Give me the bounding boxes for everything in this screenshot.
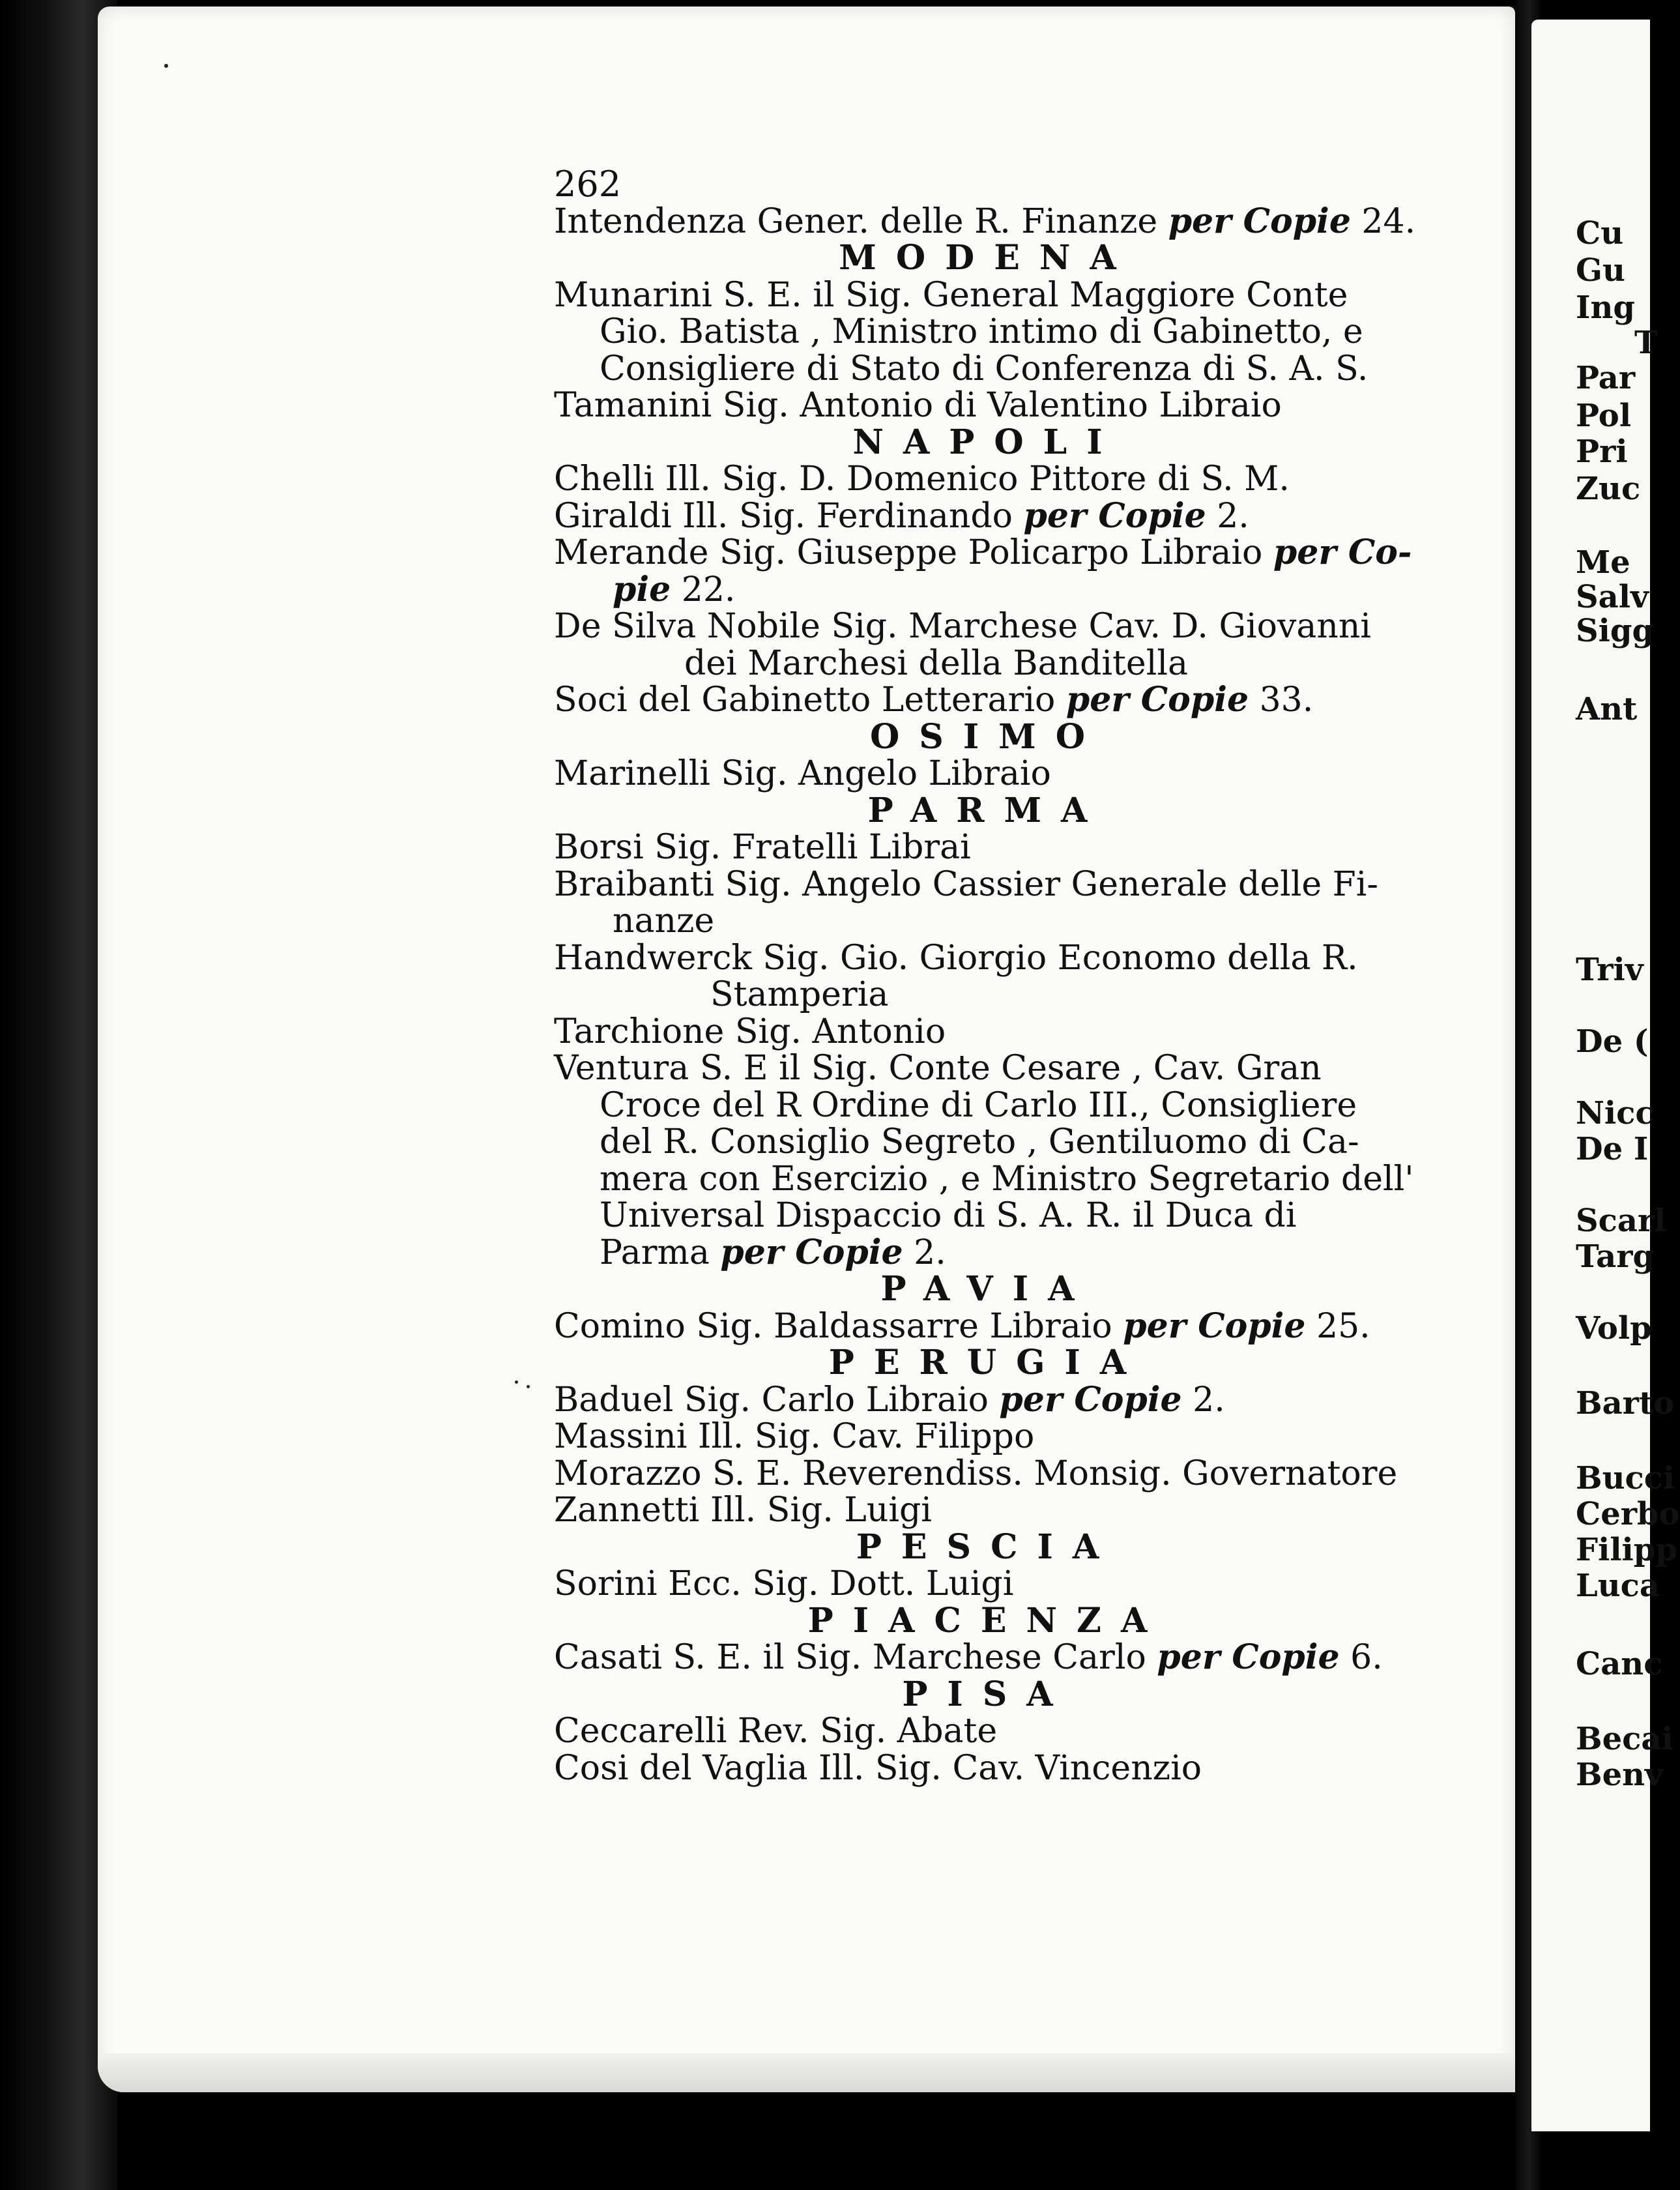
entry-text: Consigliere di Stato di Conferenza di S. A. S. [600,349,1369,388]
copies-count: 2. [1206,496,1249,536]
right-page-fragment: Me [1576,544,1630,581]
entry-continuation [554,903,1421,940]
subscriber-entry [554,495,1421,536]
entry-text: Cosi del Vaglia Ill. Sig. Cav. Vincenzio [554,1748,1202,1788]
ink-speck [164,64,168,68]
city-heading [554,1271,1421,1308]
right-page-fragment: Ing [1576,289,1635,326]
entry-text: Tarchione Sig. Antonio [554,1012,946,1051]
entry-text: Gio. Batista , Ministro intimo di Gabinetto, e [600,312,1363,351]
entry-continuation [554,351,1421,388]
city-heading [554,790,1421,830]
right-page-fragment: Becai [1576,1721,1673,1757]
right-page-fragment: T [1634,325,1658,361]
entry-continuation [554,1234,1421,1272]
right-page-fragment: Pol [1576,398,1632,434]
entry-text: Merande Sig. Giuseppe Policarpo Libraio [554,533,1273,572]
entry-text: mera con Esercizio , e Ministro Segretario dell' [600,1159,1414,1199]
right-page-fragment: Bucci [1576,1460,1675,1496]
entry-text: Massini Ill. Sig. Cav. Filippo [554,1417,1035,1456]
entry-text: Tamanini Sig. Antonio di Valentino Libraio [554,386,1282,425]
copies-label: per Copie [720,1232,903,1272]
subscriber-entry [554,1566,1421,1603]
copies-count: 24. [1350,201,1416,241]
subscriber-entry [554,755,1421,793]
entry-text: MODENA [839,238,1136,278]
right-page-fragment: Sigg [1576,613,1655,649]
subscriber-entry [554,1750,1421,1787]
entry-text: Universal Dispaccio di S. A. R. il Duca di [600,1196,1297,1235]
page-edge [98,2053,1515,2092]
entry-continuation [554,1161,1421,1198]
entry-text: Ceccarelli Rev. Sig. Abate [554,1712,998,1751]
subscriber-entry [554,829,1421,866]
right-page-fragment: Canc [1576,1646,1663,1682]
entry-text: Borsi Sig. Fratelli Librai [554,828,971,867]
copies-count: 2. [1181,1380,1225,1420]
right-page-fragment: Triv [1576,952,1644,988]
entry-text: Munarini S. E. il Sig. General Maggiore Conte [554,275,1348,315]
subscriber-entry [554,1308,1421,1345]
right-page-fragment: Targ [1576,1238,1655,1275]
copies-label: per Copie [1123,1306,1306,1346]
entry-continuation [554,569,1421,609]
subscriber-entry [554,534,1421,572]
city-heading [554,1526,1421,1567]
subscriber-entry [554,1050,1421,1087]
subscriber-entry [554,203,1421,241]
right-page-fragment: Cerbo [1576,1496,1680,1532]
copies-label: per Copie [1157,1637,1340,1677]
copies-count: 33. [1249,680,1314,720]
city-heading [554,716,1421,757]
right-page-fragment: Benv [1576,1757,1663,1793]
entry-text: Comino Sig. Baldassarre Libraio [554,1306,1123,1346]
entry-text: PERUGIA [828,1343,1146,1382]
copies-label: pie [613,569,671,609]
list-lines [554,203,1421,1787]
subscriber-entry [554,1418,1421,1455]
entry-text: PAVIA [880,1269,1094,1309]
entry-continuation [554,1197,1421,1234]
right-page-fragment: Filipp [1576,1532,1677,1568]
subscriber-entry [554,1379,1421,1420]
entry-text: Croce del R Ordine di Carlo III., Consigliere [600,1085,1357,1125]
subscriber-entry [554,1492,1421,1529]
entry-text: Giraldi Ill. Sig. Ferdinando [554,496,1024,536]
copies-label: per Copie [1065,680,1249,720]
entry-text: Handwerck Sig. Gio. Giorgio Economo della R. [554,938,1358,978]
right-page-fragment: Ant [1576,691,1638,727]
entry-text: Intendenza Gener. delle R. Finanze [554,201,1168,241]
entry-continuation [554,1124,1421,1161]
copies-label: per Copie [1168,201,1351,241]
right-page-fragment: Nicc [1576,1095,1655,1132]
right-page-fragment: Par [1576,360,1636,396]
entry-text: OSIMO [869,716,1105,757]
right-page-fragment: Cu [1576,215,1624,252]
entry-text: Ventura S. E il Sig. Conte Cesare , Cav. Gran [554,1049,1322,1088]
city-heading [554,1345,1421,1382]
entry-text: PARMA [867,790,1107,830]
right-page-fragment: Salv [1576,579,1649,615]
copies-count: 25. [1305,1306,1370,1346]
subscriber-entry [554,940,1421,977]
right-page-fragment: Volp [1576,1310,1652,1347]
subscriber-entry [554,277,1421,314]
city-heading [554,1600,1421,1641]
entry-text: Parma [600,1233,721,1272]
entry-text: Morazzo S. E. Reverendiss. Monsig. Governatore [554,1453,1398,1493]
copies-count: 22. [671,570,736,609]
entry-text: nanze [613,901,715,941]
entry-text: Braibanti Sig. Angelo Cassier Generale delle Fi- [554,864,1378,904]
entry-text: Zannetti Ill. Sig. Luigi [554,1491,932,1530]
entry-text: Marinelli Sig. Angelo Libraio [554,754,1051,793]
right-page [1531,20,1650,2131]
entry-text: PESCIA [856,1526,1119,1567]
right-page-fragment: Gu [1576,252,1625,289]
entry-text: Soci del Gabinetto Letterario [554,680,1066,720]
entry-text: dei Marchesi della Banditella [684,643,1188,683]
copies-label: per Copie [999,1379,1182,1420]
entry-text: del R. Consiglio Segreto , Gentiluomo di Ca- [600,1122,1359,1161]
entry-text: PISA [902,1674,1073,1714]
copies-label: per Copie [1023,495,1206,536]
entry-text: PIACENZA [807,1600,1167,1641]
ink-speck [527,1385,530,1388]
right-page-fragment: Barto [1576,1385,1675,1422]
subscriber-entry [554,1014,1421,1051]
copies-count: 6. [1339,1638,1383,1677]
copies-label: per Co- [1273,533,1412,572]
entry-text: Stamperia [710,975,889,1014]
right-page-fragment: De ( [1576,1023,1649,1060]
entry-continuation [554,314,1421,351]
city-heading [554,1676,1421,1714]
entry-text: Chelli Ill. Sig. D. Domenico Pittore di S. M. [554,460,1290,499]
entry-text: Casati S. E. il Sig. Marchese Carlo [554,1638,1157,1677]
right-page-fragment: Pri [1576,433,1628,470]
right-page-fragment: Zuc [1576,471,1641,507]
subscriber-list [554,166,1421,1787]
page-number: 262 [554,164,622,205]
subscriber-entry [554,461,1421,498]
city-heading [554,240,1421,277]
subscriber-entry [554,1455,1421,1493]
subscriber-entry [554,866,1421,903]
entry-continuation [554,976,1421,1014]
subscriber-entry [554,387,1421,424]
subscriber-entry [554,1639,1421,1676]
entry-text: Sorini Ecc. Sig. Dott. Luigi [554,1564,1014,1603]
copies-count: 2. [903,1233,946,1272]
right-page-fragment: De I [1576,1131,1649,1167]
right-page-fragment: Luca [1576,1568,1660,1604]
subscriber-entry [554,608,1421,645]
ink-speck [515,1380,518,1384]
right-page-fragment: Scarl [1576,1203,1666,1239]
entry-text: Baduel Sig. Carlo Libraio [554,1380,1000,1420]
city-heading [554,424,1421,461]
subscriber-entry [554,1713,1421,1750]
entry-continuation [554,645,1421,682]
entry-text: NAPOLI [852,422,1122,462]
entry-continuation [554,1087,1421,1124]
subscriber-entry [554,682,1421,719]
entry-text: De Silva Nobile Sig. Marchese Cav. D. Giovanni [554,607,1371,646]
